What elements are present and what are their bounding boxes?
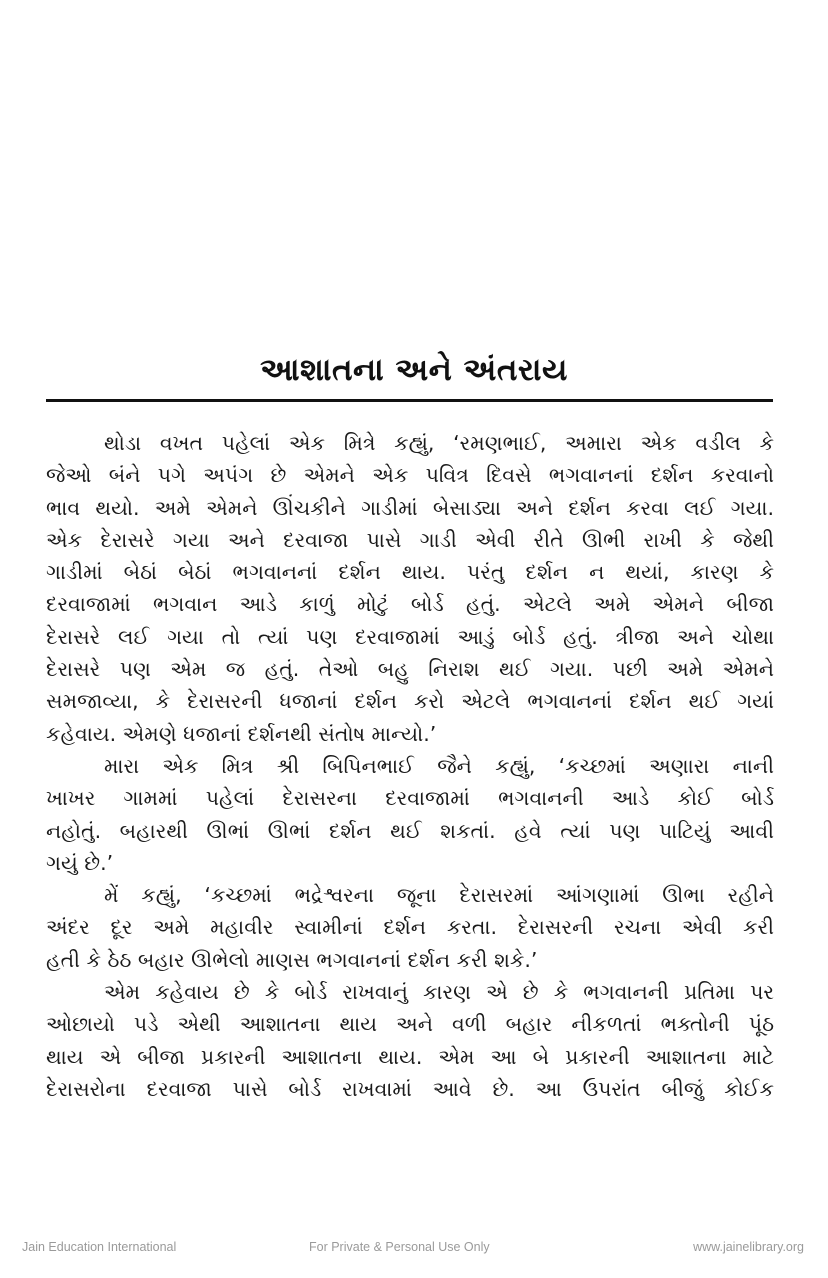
footer-publisher: Jain Education International [22,1240,177,1254]
paragraph-1-line-3: ભાવ થયો. અમે એમને ઊંચકીને ગાડીમાં બેસાડ્યા અને દર્શન કરવા લઈ ગયા. [46,495,774,520]
paragraph-1-line-4: એક દેરાસરે ગયા અને દરવાજા પાસે ગાડી એવી રીતે ઊભી રાખી કે જેથી [46,527,774,552]
page-footer [0,1240,828,1260]
paragraph-3-line-2: અંદર દૂર અમે મહાવીર સ્વામીનાં દર્શન કરતા. દેરાસરની રચના એવી કરી [46,915,774,940]
paragraph-1-line-8: દેરાસરે પણ એમ જ હતું. તેઓ બહુ નિરાશ થઈ ગયા. પછી અમે એમને [46,657,774,682]
paragraph-4-line-3: થાય એ બીજા પ્રકારની આશાતના થાય. એમ આ બે પ્રકારની આશાતના માટે [46,1044,774,1069]
paragraph-3-line-3: હતી કે ઠેઠ બહાર ઊભેલો માણસ ભગવાનનાં દર્શન કરી શકે.’ [46,947,538,972]
paragraph-1-line-1: થોડા વખત પહેલાં એક મિત્રે કહ્યું, ‘રમણભાઈ, અમારા એક વડીલ કે [104,431,774,455]
paragraph-1-line-6: દરવાજામાં ભગવાન આડે કાળું મોટું બોર્ડ હતું. એટલે અમે એમને બીજા [46,592,774,617]
paragraph-2-line-4: ગયું છે.’ [46,850,114,875]
paragraph-1-line-9: સમજાવ્યા, કે દેરાસરની ધજાનાં દર્શન કરો એટલે ભગવાનનાં દર્શન થઈ ગયાં [46,689,774,714]
footer-usage-notice: For Private & Personal Use Only [309,1240,490,1254]
paragraph-2-line-1: મારા એક મિત્ર શ્રી બિપિનભાઈ જૈને કહ્યું, ‘કચ્છમાં અણારા નાની [104,753,774,778]
footer-website-link[interactable]: www.jainelibrary.org [693,1240,804,1254]
title-underline-rule [46,399,773,402]
paragraph-2-line-3: નહોતું. બહારથી ઊભાં ઊભાં દર્શન થઈ શકતાં. હવે ત્યાં પણ પાટિયું આવી [46,818,774,843]
paragraph-1-line-5: ગાડીમાં બેઠાં બેઠાં ભગવાનનાં દર્શન થાય. પરંતુ દર્શન ન થયાં, કારણ કે [46,560,774,585]
paragraph-4-line-1: એમ કહેવાય છે કે બોર્ડ રાખવાનું કારણ એ છે કે ભગવાનની પ્રતિમા પર [104,980,774,1005]
paragraph-4-line-2: ઓછાયો પડે એથી આશાતના થાય અને વળી બહાર નીકળતાં ભક્તોની પૂંઠ [46,1012,774,1037]
chapter-title: આશાતના અને અંતરાય [260,352,568,388]
paragraph-1-line-7: દેરાસરે લઈ ગયા તો ત્યાં પણ દરવાજામાં આડું બોર્ડ હતું. ત્રીજા અને ચોથા [46,624,774,649]
paragraph-4-line-4: દેરાસરોના દરવાજા પાસે બોર્ડ રાખવામાં આવે છે. આ ઉપરાંત બીજું કોઈક [46,1076,774,1101]
body-text [46,427,774,1105]
paragraph-1-line-10: કહેવાય. એમણે ધજાનાં દર્શનથી સંતોષ માન્યો.’ [46,721,437,746]
paragraph-2-line-2: ખાખર ગામમાં પહેલાં દેરાસરના દરવાજામાં ભગવાનની આડે કોઈ બોર્ડ [46,786,774,811]
paragraph-3-line-1: મેં કહ્યું, ‘કચ્છમાં ભદ્રેશ્વરના જૂના દેરાસરમાં આંગણામાં ઊભા રહીને [104,883,774,908]
paragraph-1-line-2: જેઓ બંને પગે અપંગ છે એમને એક પવિત્ર દિવસે ભગવાનનાં દર્શન કરવાનો [46,463,774,488]
